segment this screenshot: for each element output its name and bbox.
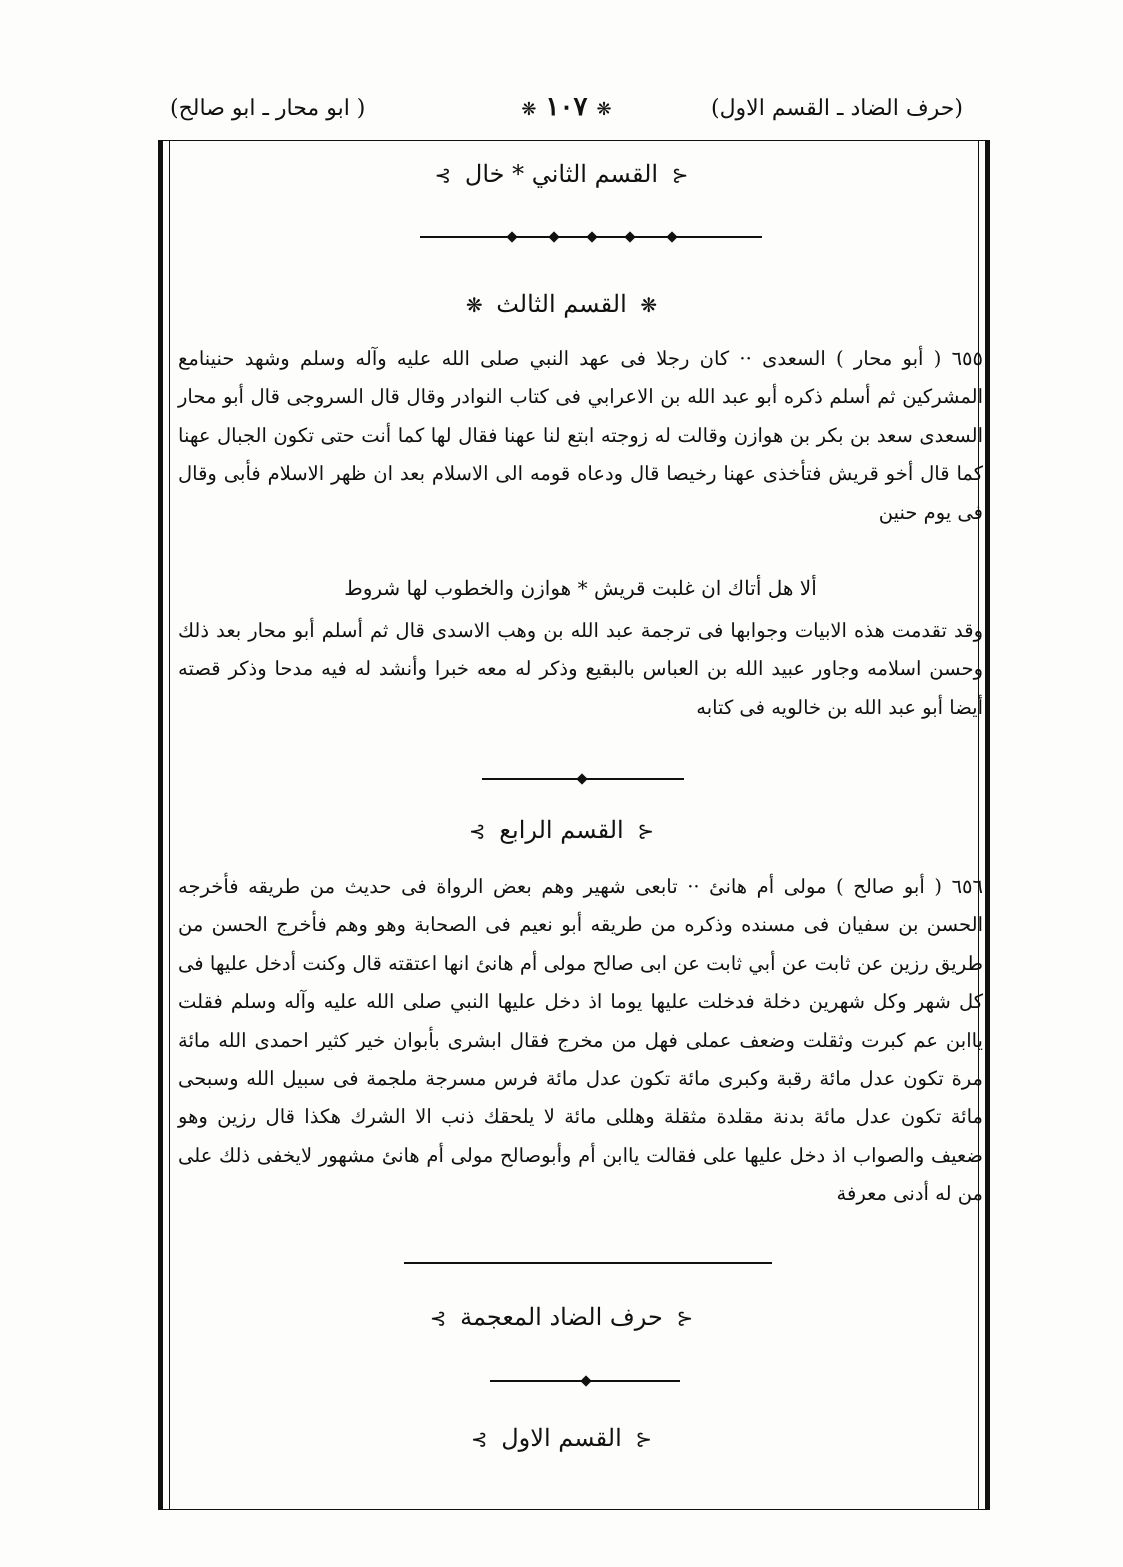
entry-656-text: ٦٥٦ ( أبو صالح ) مولى أم هانئ ·· تابعى شهير وهم بعض الرواة فى حديث من طريقه فأخرجه الحسن بن سفيان فى مسنده وذكره من طريقه أبو نعيم فى الصحابة وهو وهم فأخرج الحسن من طريق رزين عن ثابت عن أبي ثابت عن ابى صالح مولى أم هانئ انها اعتقته قال وكنت أدخل عليها فى كل شهر وكل شهرين دخلة فدخلت عليها يوما اذ دخل عليها النبي صلى الله عليه وآله وسلم فقلت ياابن عم كبرت وثقلت وضعف عملى فهل من مخرج فقال ابشرى بأبوان خير كثير احمدى الله مائة مرة تكون عدل مائة رقبة وكبرى مائة تكون عدل مائة فرس مسرجة ملجمة فى سبيل الله وسبحى مائة تكون عدل مائة بدنة مقلدة مثقلة وهللى مائة لا يلحقك ذنب الا الشرك هكذا قال رزين وهو ضعيف والصواب اذ دخل عليها على فقالت ياابن أم وأبوصالح مولى أم هانئ مشهور لايخفى ذلك على من له أدنى معرفة <box>178 875 983 1206</box>
letter-title <box>0 1303 1123 1331</box>
section-title-qism-3 <box>0 290 1123 318</box>
ornament-icon: ❋ <box>465 293 483 317</box>
section-title-text: القسم الثالث <box>496 290 627 318</box>
entry-655-continued <box>178 612 983 727</box>
running-head-left: ( ابو محار ـ ابو صالح) <box>170 96 366 121</box>
entry-655-text: ٦٥٥ ( أبو محار ) السعدى ·· كان رجلا فى عهد النبي صلى الله عليه وآله وسلم وشهد حنينامع المشركين ثم أسلم ذكره أبو عبد الله بن الاعرابي فى كتاب النوادر وقال قال السروجى قال أبو محار السعدى سعد بن بكر بن هوازن وقالت له زوجته ابتع لنا عهنا فقال لها كما أنت حتى تكون الجبال عهنا كما قال أخو قريش فتأخذى عهنا رخيصا قال ودعاه قومه الى الاسلام بعد ان ظهر الاسلام فأبى وقال فى يوم حنين <box>178 347 983 524</box>
ornament-icon: ❋ <box>521 99 537 120</box>
section-title-text: القسم الثاني * خال <box>464 160 659 188</box>
ornament-icon: ⊱ <box>434 163 452 187</box>
section-title-qism-4 <box>0 816 1123 844</box>
section-title-qism-1 <box>0 1424 1123 1452</box>
entry-655 <box>178 340 983 532</box>
page-header <box>170 92 963 132</box>
ornament-icon: ⊱ <box>468 819 486 843</box>
ornament-icon: ⊱ <box>470 1427 488 1451</box>
section-divider <box>482 778 684 780</box>
section-title-text: القسم الرابع <box>499 816 624 844</box>
section-title-text: القسم الاول <box>501 1424 622 1452</box>
ornament-icon: ⊰ <box>671 163 689 187</box>
section-divider <box>490 1380 680 1382</box>
ornament-icon: ⊰ <box>676 1306 694 1330</box>
entry-656 <box>178 868 983 1214</box>
entry-655-continued-text: وقد تقدمت هذه الابيات وجوابها فى ترجمة عبد الله بن وهب الاسدى قال ثم أسلم أبو محار بعد ذلك وحسن اسلامه وجاور عبيد الله بن العباس بالبقيع وذكر له معه خبرا وأنشد له فيه مدحا وذكر قصته أيضا أبو عبد الله بن خالويه فى كتابه <box>178 619 983 719</box>
ornament-icon: ⊰ <box>637 819 655 843</box>
page-number-text: ١٠٧ <box>545 92 588 122</box>
ornament-icon: ❋ <box>640 293 658 317</box>
section-title-qism-2 <box>0 160 1123 188</box>
ornament-icon: ⊱ <box>429 1306 447 1330</box>
verse-line: ألا هل أتاك ان غلبت قريش * هوازن والخطوب لها شروط <box>344 576 817 600</box>
letter-title-text: حرف الضاد المعجمة <box>460 1303 663 1331</box>
running-head-right: (حرف الضاد ـ القسم الاول) <box>710 96 963 121</box>
ornament-icon: ⊰ <box>635 1427 653 1451</box>
section-divider <box>404 1262 772 1264</box>
section-divider <box>420 236 762 238</box>
ornament-icon: ❋ <box>596 99 612 120</box>
